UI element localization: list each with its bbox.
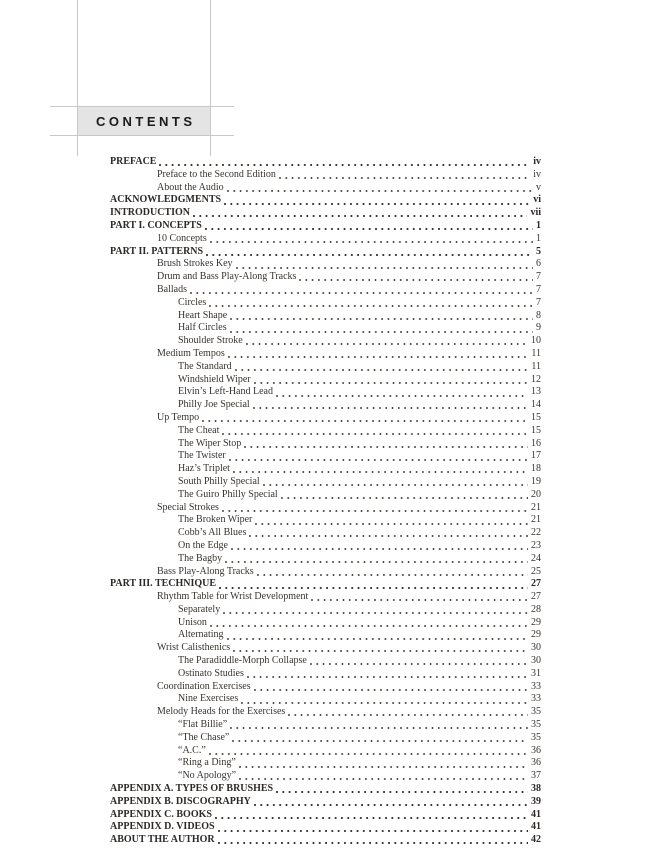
dot-leader	[230, 719, 528, 732]
dot-leader	[254, 796, 528, 809]
toc-entry	[110, 540, 541, 553]
toc-entry	[110, 527, 541, 540]
toc-entry-page: 15	[531, 424, 541, 436]
toc-entry	[110, 284, 541, 297]
toc-entry-page: 9	[536, 322, 541, 334]
dot-leader	[247, 668, 528, 681]
dot-leader	[288, 706, 528, 719]
toc-entry-page: 11	[531, 360, 541, 372]
toc-entry-label: The Wiper Stop	[178, 437, 242, 449]
dot-leader	[229, 450, 528, 463]
toc-entry-page: 22	[531, 527, 541, 539]
toc-entry-page: 11	[531, 347, 541, 359]
dot-leader	[255, 514, 528, 527]
dot-leader	[209, 297, 533, 310]
toc-entry	[110, 796, 541, 809]
toc-entry-page: 6	[536, 258, 541, 270]
dot-leader	[235, 361, 529, 374]
toc-entry-page: 7	[536, 271, 541, 283]
toc-entry-page: 14	[531, 399, 541, 411]
toc-entry-label: Coordination Exercises	[157, 680, 251, 692]
dot-leader	[233, 463, 528, 476]
toc-entry-page: 1	[536, 219, 541, 231]
dot-leader	[254, 374, 528, 387]
toc-entry-label: Up Tempo	[157, 411, 200, 423]
toc-entry-label: PART III. TECHNIQUE	[110, 578, 217, 590]
dot-leader	[231, 540, 528, 553]
toc-entry-page: 39	[531, 795, 541, 807]
toc-entry-label: Nine Exercises	[178, 693, 239, 705]
toc-entry-label: ABOUT THE AUTHOR	[110, 834, 215, 846]
toc-entry-page: 35	[531, 731, 541, 743]
toc-entry-label: Ostinato Studies	[178, 667, 244, 679]
toc-entry-label: “Ring a Ding”	[178, 757, 236, 769]
toc-entry	[110, 412, 541, 425]
toc-entry-page: 18	[531, 463, 541, 475]
toc-entry	[110, 757, 541, 770]
dot-leader	[193, 207, 527, 220]
toc-entry-label: APPENDIX B. DISCOGRAPHY	[110, 795, 251, 807]
toc-entry-page: 13	[531, 386, 541, 398]
toc-entry-label: About the Audio	[157, 181, 224, 193]
toc-entry	[110, 719, 541, 732]
toc-entry-page: 30	[531, 642, 541, 654]
toc-entry-page: 33	[531, 693, 541, 705]
dot-leader	[218, 821, 528, 834]
toc-entry	[110, 668, 541, 681]
dot-leader	[227, 182, 533, 195]
dot-leader	[205, 220, 533, 233]
toc-entry-label: Ballads	[157, 283, 187, 295]
toc-entry	[110, 335, 541, 348]
toc-entry-label: “No Apology”	[178, 770, 237, 782]
toc-entry-label: ACKNOWLEDGMENTS	[110, 194, 222, 206]
dot-leader	[276, 386, 528, 399]
dot-leader	[241, 693, 528, 706]
toc-entry-label: South Philly Special	[178, 475, 260, 487]
dot-leader	[210, 617, 528, 630]
dot-leader	[233, 642, 528, 655]
toc-entry	[110, 169, 541, 182]
dot-leader	[279, 169, 530, 182]
dot-leader	[230, 310, 533, 323]
toc-entry	[110, 361, 541, 374]
toc-entry-label: Special Strokes	[157, 501, 219, 513]
dot-leader	[239, 757, 528, 770]
toc-entry	[110, 489, 541, 502]
toc-entry-page: v	[536, 181, 541, 193]
decor-vertical-rule-right	[210, 0, 211, 156]
toc-entry-label: Drum and Bass Play-Along Tracks	[157, 271, 297, 283]
toc-entry-label: “A.C.”	[178, 744, 206, 756]
toc-entry	[110, 578, 541, 591]
toc-entry-label: Bass Play-Along Tracks	[157, 565, 254, 577]
toc-entry	[110, 617, 541, 630]
toc-entry	[110, 655, 541, 668]
toc-entry-page: 1	[536, 232, 541, 244]
toc-entry	[110, 604, 541, 617]
toc-entry-label: Elvin’s Left-Hand Lead	[178, 386, 273, 398]
toc-entry-page: 35	[531, 706, 541, 718]
toc-entry-page: 33	[531, 680, 541, 692]
toc-entry-label: Haz’s Triplet	[178, 463, 230, 475]
dot-leader	[263, 476, 528, 489]
toc-entry-page: 42	[531, 834, 541, 846]
toc-entry-page: vii	[530, 207, 541, 219]
toc-entry-page: 41	[531, 808, 541, 820]
dot-leader	[239, 770, 528, 783]
dot-leader	[227, 629, 528, 642]
toc-entry-page: 41	[531, 821, 541, 833]
toc-entry	[110, 246, 541, 259]
toc-entry-page: 29	[531, 629, 541, 641]
toc-entry-label: Circles	[178, 296, 207, 308]
toc-entry	[110, 770, 541, 783]
toc-entry-page: iv	[533, 156, 541, 167]
toc-entry	[110, 220, 541, 233]
dot-leader	[202, 412, 528, 425]
toc-entry-label: APPENDIX D. VIDEOS	[110, 821, 215, 833]
toc-entry-label: Unison	[178, 616, 207, 628]
dot-leader	[225, 553, 528, 566]
toc-entry-page: 28	[531, 603, 541, 615]
dot-leader	[222, 425, 528, 438]
toc-entry-page: 5	[536, 245, 541, 257]
toc-entry-label: APPENDIX C. BOOKS	[110, 808, 212, 820]
dot-leader	[224, 194, 530, 207]
toc-entry-page: 19	[531, 475, 541, 487]
dot-leader	[222, 502, 528, 515]
dot-leader	[310, 655, 528, 668]
toc-entry-label: 10 Concepts	[157, 232, 207, 244]
toc-entry-page: 36	[531, 744, 541, 756]
toc-entry-page: 24	[531, 552, 541, 564]
toc-entry-page: 16	[531, 437, 541, 449]
toc-entry-page: 35	[531, 719, 541, 731]
toc-entry-label: INTRODUCTION	[110, 207, 191, 219]
toc-entry	[110, 821, 541, 834]
toc-entry-label: The Broken Wiper	[178, 514, 253, 526]
toc-entry-page: 31	[531, 667, 541, 679]
toc-entry-label: PART I. CONCEPTS	[110, 219, 202, 231]
toc-entry	[110, 322, 541, 335]
toc-entry	[110, 425, 541, 438]
toc-entry	[110, 194, 541, 207]
decor-horizontal-rule-bottom	[50, 135, 234, 136]
toc-entry-label: Half Circles	[178, 322, 227, 334]
toc-entry-label: Alternating	[178, 629, 224, 641]
toc-entry	[110, 745, 541, 758]
toc-entry-label: PART II. PATTERNS	[110, 245, 204, 257]
toc-entry-label: The Standard	[178, 360, 232, 372]
toc-entry-label: The Guiro Philly Special	[178, 488, 278, 500]
dot-leader	[159, 156, 530, 169]
toc-entry-page: 7	[536, 283, 541, 295]
toc-entry-page: 12	[531, 373, 541, 385]
toc-entry	[110, 310, 541, 323]
toc-entry-page: 37	[531, 770, 541, 782]
toc-entry	[110, 629, 541, 642]
dot-leader	[253, 399, 528, 412]
toc-entry-label: PREFACE	[110, 156, 157, 167]
toc-entry-page: 27	[531, 591, 541, 603]
dot-leader	[257, 566, 528, 579]
toc-entry	[110, 732, 541, 745]
toc-entry-page: 7	[536, 296, 541, 308]
toc-entry	[110, 233, 541, 246]
dot-leader	[236, 258, 533, 271]
toc-entry	[110, 297, 541, 310]
toc-entry-label: Melody Heads for the Exercises	[157, 706, 286, 718]
toc-entry	[110, 809, 541, 822]
dot-leader	[219, 578, 528, 591]
toc-entry-label: Wrist Calisthenics	[157, 642, 231, 654]
toc-entry	[110, 156, 541, 169]
toc-entry-label: Brush Strokes Key	[157, 258, 233, 270]
dot-leader	[249, 527, 528, 540]
toc-entry-page: 23	[531, 539, 541, 551]
toc-entry	[110, 514, 541, 527]
toc-entry	[110, 502, 541, 515]
toc-entry-page: 25	[531, 565, 541, 577]
table-of-contents	[110, 156, 541, 847]
dot-leader	[206, 246, 533, 259]
toc-entry-page: 27	[531, 578, 541, 590]
toc-entry-label: The Twister	[178, 450, 226, 462]
contents-title-box	[78, 107, 210, 135]
toc-entry-page: 30	[531, 655, 541, 667]
toc-entry-page: 29	[531, 616, 541, 628]
toc-entry	[110, 681, 541, 694]
toc-entry-page: 17	[531, 450, 541, 462]
dot-leader	[209, 745, 528, 758]
toc-entry-page: 38	[531, 783, 541, 795]
dot-leader	[228, 348, 529, 361]
toc-entry	[110, 450, 541, 463]
toc-entry	[110, 438, 541, 451]
toc-entry-label: Windshield Wiper	[178, 373, 251, 385]
toc-entry-page: 8	[536, 309, 541, 321]
dot-leader	[230, 322, 533, 335]
toc-entry	[110, 553, 541, 566]
toc-entry-page: 10	[531, 335, 541, 347]
toc-entry	[110, 834, 541, 847]
toc-entry-page: 20	[531, 488, 541, 500]
toc-entry-page: iv	[533, 168, 541, 180]
dot-leader	[215, 809, 528, 822]
toc-entry-label: Medium Tempos	[157, 347, 225, 359]
toc-entry-label: Separately	[178, 603, 221, 615]
dot-leader	[299, 271, 533, 284]
toc-entry-label: The Bagby	[178, 552, 223, 564]
dot-leader	[246, 335, 528, 348]
dot-leader	[254, 681, 528, 694]
toc-entry-label: Shoulder Stroke	[178, 335, 243, 347]
toc-entry-label: “The Chase”	[178, 731, 230, 743]
toc-entry	[110, 476, 541, 489]
dot-leader	[232, 732, 528, 745]
dot-leader	[190, 284, 533, 297]
page-title: CONTENTS	[96, 113, 196, 129]
toc-entry	[110, 182, 541, 195]
toc-entry-label: Philly Joe Special	[178, 399, 250, 411]
dot-leader	[281, 489, 528, 502]
toc-entry	[110, 386, 541, 399]
toc-entry	[110, 591, 541, 604]
toc-entry-page: 21	[531, 514, 541, 526]
toc-entry	[110, 463, 541, 476]
toc-entry-label: Preface to the Second Edition	[157, 168, 276, 180]
toc-entry	[110, 271, 541, 284]
toc-entry-label: On the Edge	[178, 539, 228, 551]
dot-leader	[244, 438, 528, 451]
toc-entry	[110, 783, 541, 796]
toc-entry	[110, 374, 541, 387]
toc-entry	[110, 693, 541, 706]
toc-entry-page: 15	[531, 411, 541, 423]
dot-leader	[311, 591, 528, 604]
toc-entry	[110, 642, 541, 655]
toc-entry-label: Cobb’s All Blues	[178, 527, 247, 539]
dot-leader	[276, 783, 528, 796]
toc-entry-label: Heart Shape	[178, 309, 228, 321]
toc-entry	[110, 706, 541, 719]
dot-leader	[223, 604, 528, 617]
toc-entry	[110, 399, 541, 412]
toc-entry-label: The Cheat	[178, 424, 220, 436]
toc-entry-label: “Flat Billie”	[178, 719, 228, 731]
toc-entry	[110, 207, 541, 220]
toc-entry-page: 21	[531, 501, 541, 513]
toc-entry	[110, 258, 541, 271]
dot-leader	[210, 233, 533, 246]
toc-entry	[110, 348, 541, 361]
toc-entry-page: vi	[533, 194, 541, 206]
toc-entry	[110, 566, 541, 579]
toc-entry-label: The Paradiddle-Morph Collapse	[178, 655, 307, 667]
toc-entry-label: Rhythm Table for Wrist Development	[157, 591, 309, 603]
toc-entry-page: 36	[531, 757, 541, 769]
dot-leader	[218, 834, 528, 847]
toc-entry-label: APPENDIX A. TYPES OF BRUSHES	[110, 783, 274, 795]
